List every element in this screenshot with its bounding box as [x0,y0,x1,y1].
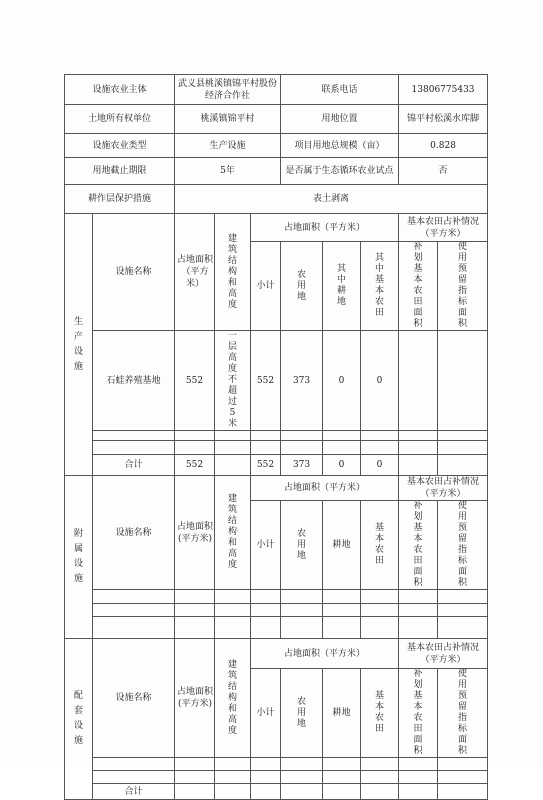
auxiliary-col-name-label: 设施名称 [115,527,152,538]
facility-land-form [64,74,488,800]
supporting-empty-row [65,758,488,771]
supporting-col-area-label: 占地面积(平方米) [177,687,214,709]
entity-value: 武义县桃溪镇锦平村股份经济合作社 [175,75,281,105]
owner-label: 土地所有权单位 [65,105,175,134]
production-col-structure [215,214,251,331]
production-col-structure-label: 建筑结构和高度 [228,233,238,310]
production-subtotal: 552 [251,331,281,431]
info-row-protect [65,185,488,214]
supporting-empty-row [65,771,488,784]
auxiliary-col-farmland [281,501,323,590]
scale-value: 0.828 [399,134,488,158]
deadline-label: 用地截止期限 [65,158,175,185]
location-label: 用地位置 [281,105,399,134]
production-header-row-1 [65,214,488,242]
info-row-entity [65,75,488,105]
auxiliary-col-land-area: 占地面积（平方米） [251,476,399,501]
production-total-basic: 0 [361,455,399,476]
production-col-reserve-label: 使用预留指标面积 [458,242,468,329]
auxiliary-col-basic-occupy: 基本农田占补情况（平方米） [399,476,488,501]
supporting-col-structure-label: 建筑结构和高度 [228,659,238,736]
production-total-farmland: 373 [281,455,323,476]
auxiliary-col-area [175,476,215,590]
type-label: 设施农业类型 [65,134,175,158]
auxiliary-col-reserve [438,501,488,590]
production-cultivated: 0 [323,331,361,431]
auxiliary-col-basic-label: 基本农田 [375,523,385,566]
production-area: 552 [175,331,215,431]
production-col-farmland [281,242,323,331]
production-data-row [65,331,488,431]
production-col-basic-label: 其中基本农田 [375,253,385,318]
supporting-col-reserve [438,669,488,758]
auxiliary-empty-row [65,617,488,639]
production-supplement [399,331,438,431]
section-auxiliary [65,476,93,639]
auxiliary-col-farmland-label: 农用地 [297,528,307,561]
info-row-owner [65,105,488,134]
auxiliary-col-structure-label: 建筑结构和高度 [228,494,238,570]
auxiliary-col-structure [215,476,251,590]
production-col-supplement [399,242,438,331]
supporting-col-structure [215,639,251,758]
auxiliary-col-subtotal: 小计 [251,501,281,590]
auxiliary-col-area-label: 占地面积(平方米) [177,521,214,544]
section-production-label: 生产设施 [73,316,83,372]
auxiliary-col-supplement [399,501,438,590]
supporting-col-name [93,639,175,758]
type-value: 生产设施 [175,134,281,158]
location-value: 锦平村松溪水库脚 [399,105,488,134]
phone-value: 13806775433 [399,75,488,105]
auxiliary-col-name [93,476,175,590]
supporting-col-subtotal: 小计 [251,669,281,758]
production-col-area [175,214,215,331]
production-col-cultivated-label: 其中耕地 [337,264,347,307]
eco-label: 是否属于生态循环农业试点 [281,158,399,185]
production-col-basic [361,242,399,331]
supporting-col-reserve-label: 使用预留指标面积 [458,669,468,756]
section-supporting [65,639,93,800]
production-total-area: 552 [175,455,215,476]
scale-label: 项目用地总规模（亩） [281,134,399,158]
production-col-reserve [438,242,488,331]
auxiliary-col-basic [361,501,399,590]
supporting-header-row-1 [65,639,488,669]
production-total-label: 合计 [93,455,175,476]
supporting-col-basic-label: 基本农田 [375,691,385,734]
production-basic: 0 [361,331,399,431]
production-reserve [438,331,488,431]
auxiliary-empty-row [65,604,488,617]
supporting-col-farmland-label: 农用地 [297,696,307,729]
production-farmland: 373 [281,331,323,431]
section-supporting-label: 配套设施 [73,691,83,746]
section-production [65,214,93,476]
production-total-subtotal: 552 [251,455,281,476]
production-col-name-label: 设施名称 [115,267,152,277]
info-row-type [65,134,488,158]
supporting-col-cultivated: 耕地 [323,669,361,758]
auxiliary-empty-row [65,590,488,604]
supporting-col-area [175,639,215,758]
info-row-deadline [65,158,488,185]
production-col-subtotal: 小计 [251,242,281,331]
deadline-value: 5年 [175,158,281,185]
production-col-basic-occupy: 基本农田占补情况（平方米） [399,214,488,242]
production-col-supplement-label: 补划基本农田面积 [413,242,423,329]
supporting-col-supplement-label: 补划基本农田面积 [413,669,423,756]
auxiliary-col-cultivated: 耕地 [323,501,361,590]
production-col-name [93,214,175,331]
owner-value: 桃溪镇锦平村 [175,105,281,134]
production-col-area-label: 占地面积（平方米） [177,255,214,289]
production-col-cultivated [323,242,361,331]
supporting-total-row [65,784,488,800]
phone-label: 联系电话 [281,75,399,105]
supporting-col-basic-occupy: 基本农田占补情况（平方米） [399,639,488,669]
production-total-cultivated: 0 [323,455,361,476]
production-structure [215,331,251,431]
supporting-total-label: 合计 [93,784,175,800]
auxiliary-col-reserve-label: 使用预留指标面积 [458,501,468,588]
entity-label: 设施农业主体 [65,75,175,105]
production-structure-text: 一层高度不超过5米 [228,331,238,429]
auxiliary-col-supplement-label: 补划基本农田面积 [413,501,423,588]
eco-value: 否 [399,158,488,185]
production-col-farmland-label: 农用地 [297,269,307,302]
supporting-col-farmland [281,669,323,758]
auxiliary-header-row-1 [65,476,488,501]
production-empty-row [65,441,488,455]
production-col-land-area: 占地面积（平方米） [251,214,399,242]
section-auxiliary-label: 附属设施 [73,529,83,584]
supporting-col-basic [361,669,399,758]
production-name: 石蛙养殖基地 [93,331,175,431]
supporting-col-supplement [399,669,438,758]
supporting-col-name-label: 设施名称 [115,693,152,703]
production-total-row [65,455,488,476]
production-empty-row [65,431,488,441]
protect-label: 耕作层保护措施 [65,185,175,214]
protect-value: 表土剥离 [175,185,488,214]
supporting-col-land-area: 占地面积（平方米） [251,639,399,669]
